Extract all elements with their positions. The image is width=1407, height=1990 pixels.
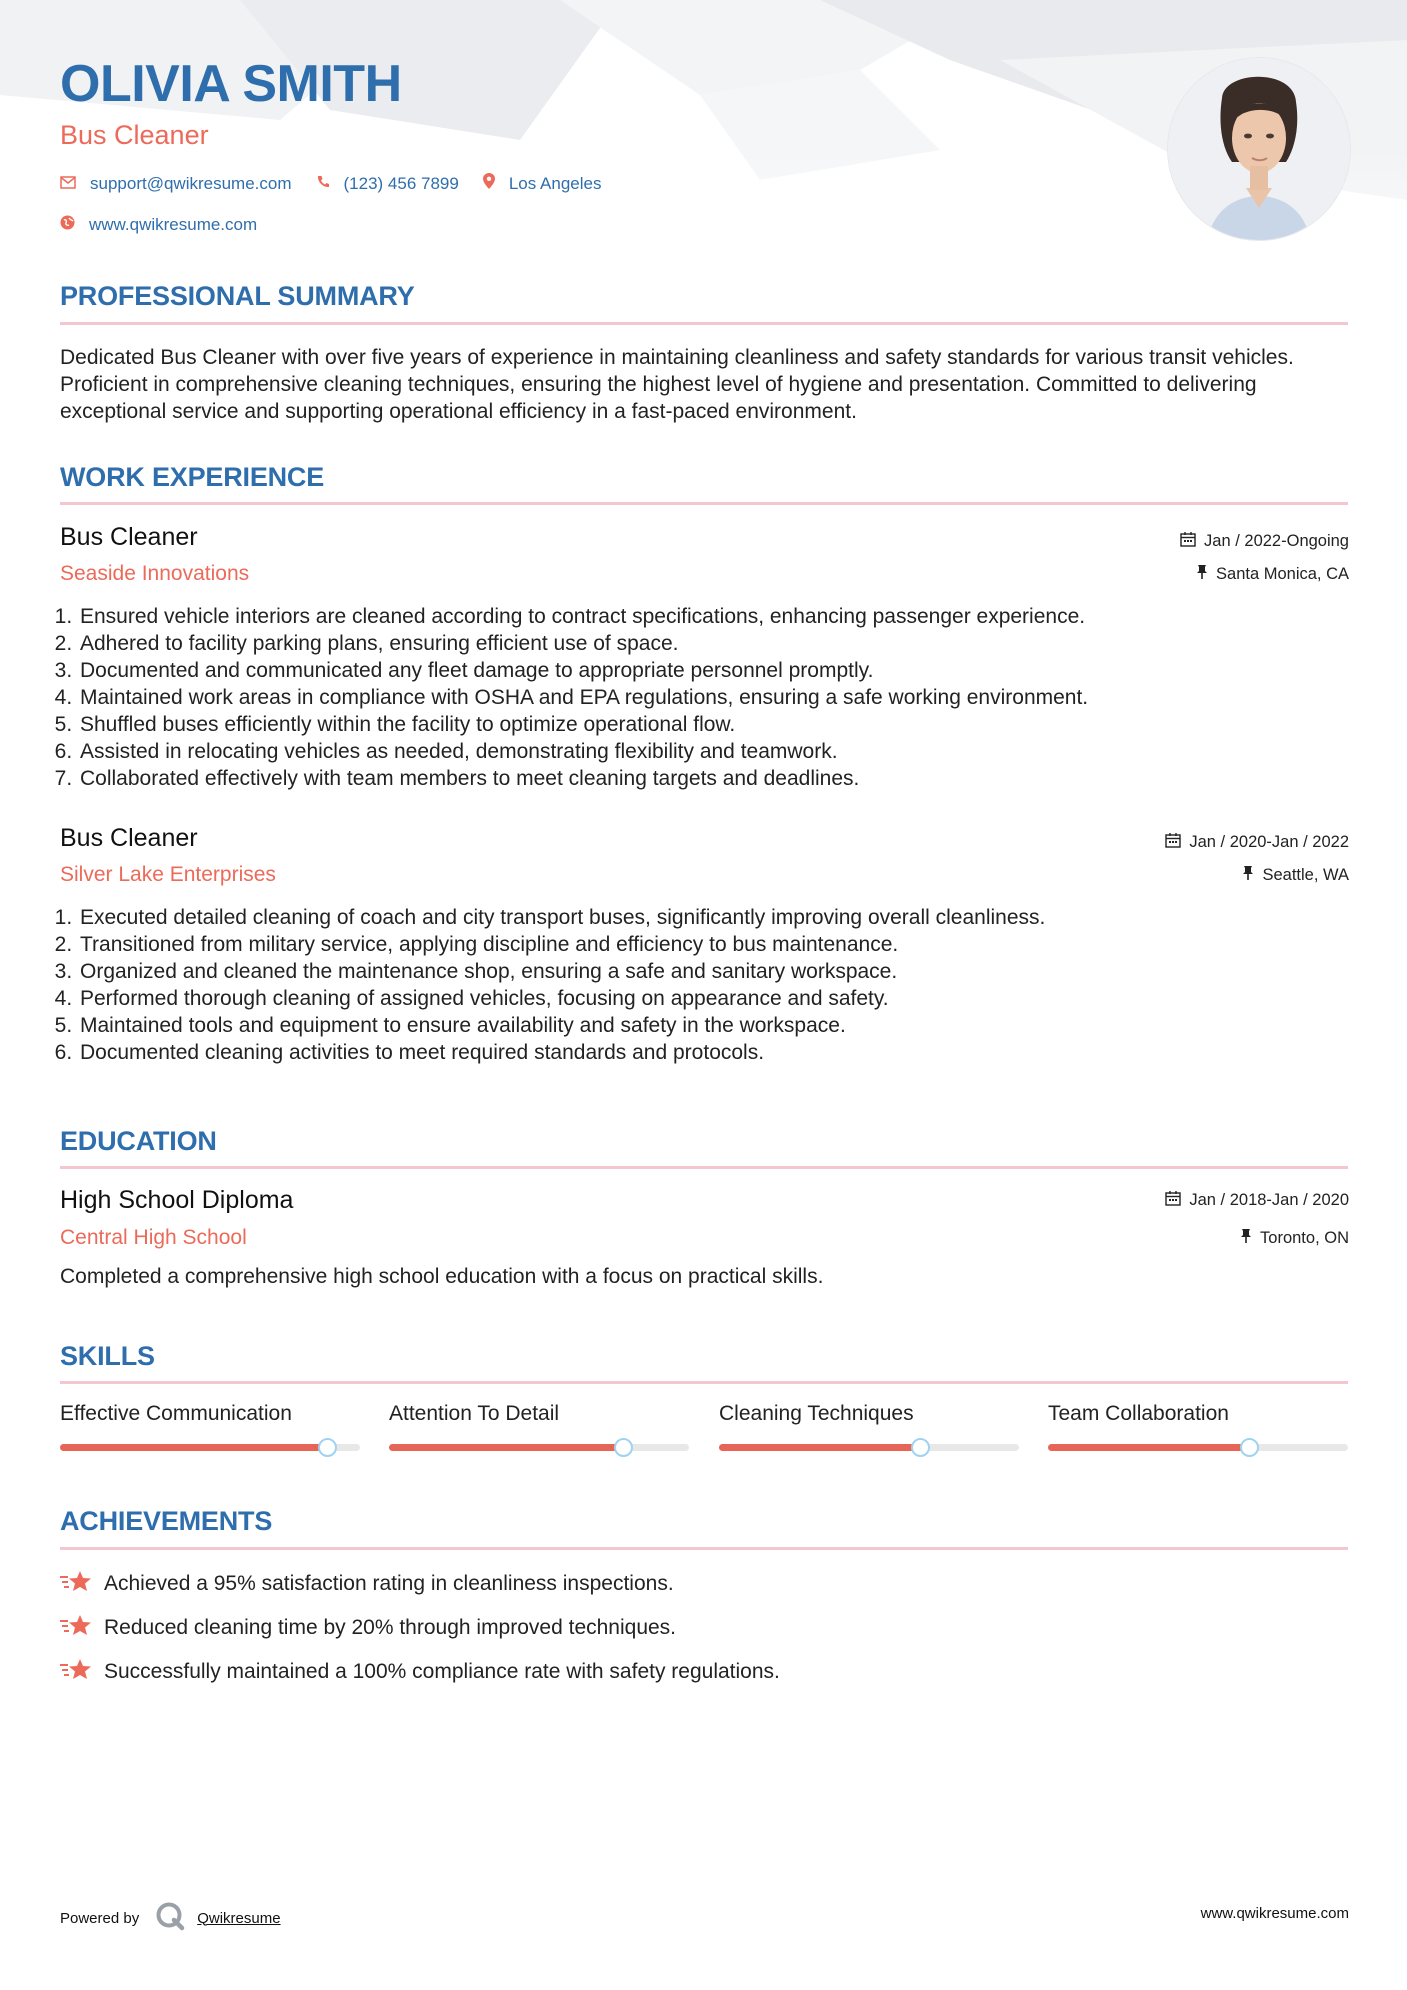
education-location-text: Toronto, ON <box>1260 1229 1349 1247</box>
skill-bar-knob <box>614 1438 633 1457</box>
website-link[interactable]: www.qwikresume.com <box>89 215 258 234</box>
list-item: 5. Maintained tools and equipment to ensure availability and safety in the workspace. <box>78 1012 1378 1039</box>
profile-photo <box>1168 58 1350 240</box>
job-1-title: Bus Cleaner <box>60 523 198 551</box>
skill-bar <box>60 1444 360 1451</box>
section-divider <box>60 1166 1348 1169</box>
skill-bar-knob <box>1240 1438 1259 1457</box>
star-icon <box>60 1569 104 1599</box>
powered-by-label: Powered by <box>60 1909 140 1927</box>
achievements-heading: ACHIEVEMENTS <box>60 1506 273 1536</box>
achievement-text: Achieved a 95% satisfaction rating in cleanliness inspections. <box>104 1572 674 1595</box>
job-2-company: Silver Lake Enterprises <box>60 863 276 886</box>
skill-bar <box>389 1444 689 1451</box>
job-1-dates-text: Jan / 2022-Ongoing <box>1204 532 1349 550</box>
list-item: 4. Performed thorough cleaning of assigned vehicles, focusing on appearance and safety. <box>78 985 1378 1012</box>
achievement-text: Reduced cleaning time by 20% through improved techniques. <box>104 1616 677 1639</box>
footer-brand-link[interactable]: Qwikresume <box>197 1909 281 1927</box>
skill-bar-fill <box>60 1444 327 1451</box>
skill-bar-fill <box>719 1444 920 1451</box>
job-2-location-text: Seattle, WA <box>1262 866 1349 884</box>
qwikresume-logo-icon <box>155 1901 185 1935</box>
website-row <box>60 215 257 235</box>
skill-bar-knob <box>318 1438 337 1457</box>
education-school: Central High School <box>60 1226 247 1249</box>
skill-name: Effective Communication <box>60 1402 292 1425</box>
footer-url[interactable]: www.qwikresume.com <box>1200 1905 1349 1922</box>
job-1-location <box>1196 564 1349 585</box>
education-dates-text: Jan / 2018-Jan / 2020 <box>1189 1191 1349 1209</box>
location-text: Los Angeles <box>508 173 602 193</box>
phone-icon <box>316 174 344 194</box>
skill-bar-knob <box>911 1438 930 1457</box>
skill-bar-fill <box>389 1444 623 1451</box>
section-divider <box>60 322 1348 325</box>
job-2-bullets <box>52 904 1378 1066</box>
list-item: 3. Documented and communicated any fleet damage to appropriate personnel promptly. <box>78 657 1378 684</box>
list-item: 2. Adhered to facility parking plans, ensuring efficient use of space. <box>78 630 1378 657</box>
achievement-text: Successfully maintained a 100% compliance rate with safety regulations. <box>104 1660 780 1683</box>
achievement-item <box>60 1569 674 1599</box>
job-1-bullets <box>52 603 1378 792</box>
job-2-dates <box>1165 832 1349 853</box>
skill-bar <box>719 1444 1019 1451</box>
education-description: Completed a comprehensive high school education with a focus on practical skills. <box>60 1265 824 1288</box>
pin-icon <box>1196 564 1216 585</box>
list-item: 3. Organized and cleaned the maintenance shop, ensuring a safe and sanitary workspace. <box>78 958 1378 985</box>
skill-item <box>60 1402 360 1426</box>
star-icon <box>60 1657 104 1687</box>
contact-row <box>60 173 601 194</box>
star-icon <box>60 1613 104 1643</box>
job-2-title: Bus Cleaner <box>60 824 198 852</box>
summary-heading: PROFESSIONAL SUMMARY <box>60 281 415 311</box>
job-1-location-text: Santa Monica, CA <box>1216 565 1349 583</box>
job-1-company: Seaside Innovations <box>60 562 250 585</box>
list-item: 4. Maintained work areas in compliance with OSHA and EPA regulations, ensuring a safe working environment. <box>78 684 1378 711</box>
skill-name: Team Collaboration <box>1048 1402 1229 1425</box>
education-location <box>1240 1228 1349 1249</box>
education-dates <box>1165 1190 1349 1211</box>
skill-name: Attention To Detail <box>389 1402 560 1425</box>
skill-bar <box>1048 1444 1348 1451</box>
skills-heading: SKILLS <box>60 1341 155 1371</box>
list-item: 7. Collaborated effectively with team members to meet cleaning targets and deadlines. <box>78 765 1378 792</box>
calendar-icon <box>1165 832 1189 853</box>
experience-heading: WORK EXPERIENCE <box>60 462 325 492</box>
skill-item <box>719 1402 1019 1426</box>
candidate-name: OLIVIA SMITH <box>60 55 402 113</box>
list-item: 5. Shuffled buses efficiently within the facility to optimize operational flow. <box>78 711 1378 738</box>
list-item: 1. Executed detailed cleaning of coach and city transport buses, significantly improving overall cleanliness. <box>78 904 1378 931</box>
job-2-dates-text: Jan / 2020-Jan / 2022 <box>1189 833 1349 851</box>
calendar-icon <box>1165 1190 1189 1211</box>
achievement-item <box>60 1613 676 1643</box>
section-divider <box>60 1547 1348 1550</box>
calendar-icon <box>1180 531 1204 552</box>
phone-number[interactable]: (123) 456 7899 <box>343 173 459 193</box>
candidate-title: Bus Cleaner <box>60 120 209 150</box>
list-item: 2. Transitioned from military service, applying discipline and efficiency to bus maintenance. <box>78 931 1378 958</box>
education-heading: EDUCATION <box>60 1126 217 1156</box>
pin-icon <box>1242 865 1262 886</box>
job-2-location <box>1242 865 1349 886</box>
skill-bar-fill <box>1048 1444 1249 1451</box>
skill-item <box>389 1402 689 1426</box>
job-1-dates <box>1180 531 1349 552</box>
achievement-item <box>60 1657 780 1687</box>
section-divider <box>60 1381 1348 1384</box>
footer-powered-by <box>60 1901 281 1935</box>
globe-icon <box>60 215 89 235</box>
pin-icon <box>1240 1228 1260 1249</box>
summary-text: Dedicated Bus Cleaner with over five years of experience in maintaining cleanliness and safety standards for various transit vehicles. Proficient in comprehensive cleaning techniques, ensuring the highest level of hygiene and presentation. Committed to delivering exceptional service and supporting operational efficiency in a fast-paced environment. <box>60 346 1294 423</box>
list-item: 6. Assisted in relocating vehicles as needed, demonstrating flexibility and teamwork. <box>78 738 1378 765</box>
skill-item <box>1048 1402 1348 1426</box>
envelope-icon <box>60 174 90 194</box>
email-link[interactable]: support@qwikresume.com <box>90 173 292 193</box>
section-divider <box>60 502 1348 505</box>
list-item: 1. Ensured vehicle interiors are cleaned according to contract specifications, enhancing passenger experience. <box>78 603 1378 630</box>
map-pin-icon <box>483 173 509 194</box>
list-item: 6. Documented cleaning activities to meet required standards and protocols. <box>78 1039 1378 1066</box>
education-degree: High School Diploma <box>60 1186 294 1214</box>
skill-name: Cleaning Techniques <box>719 1402 914 1425</box>
